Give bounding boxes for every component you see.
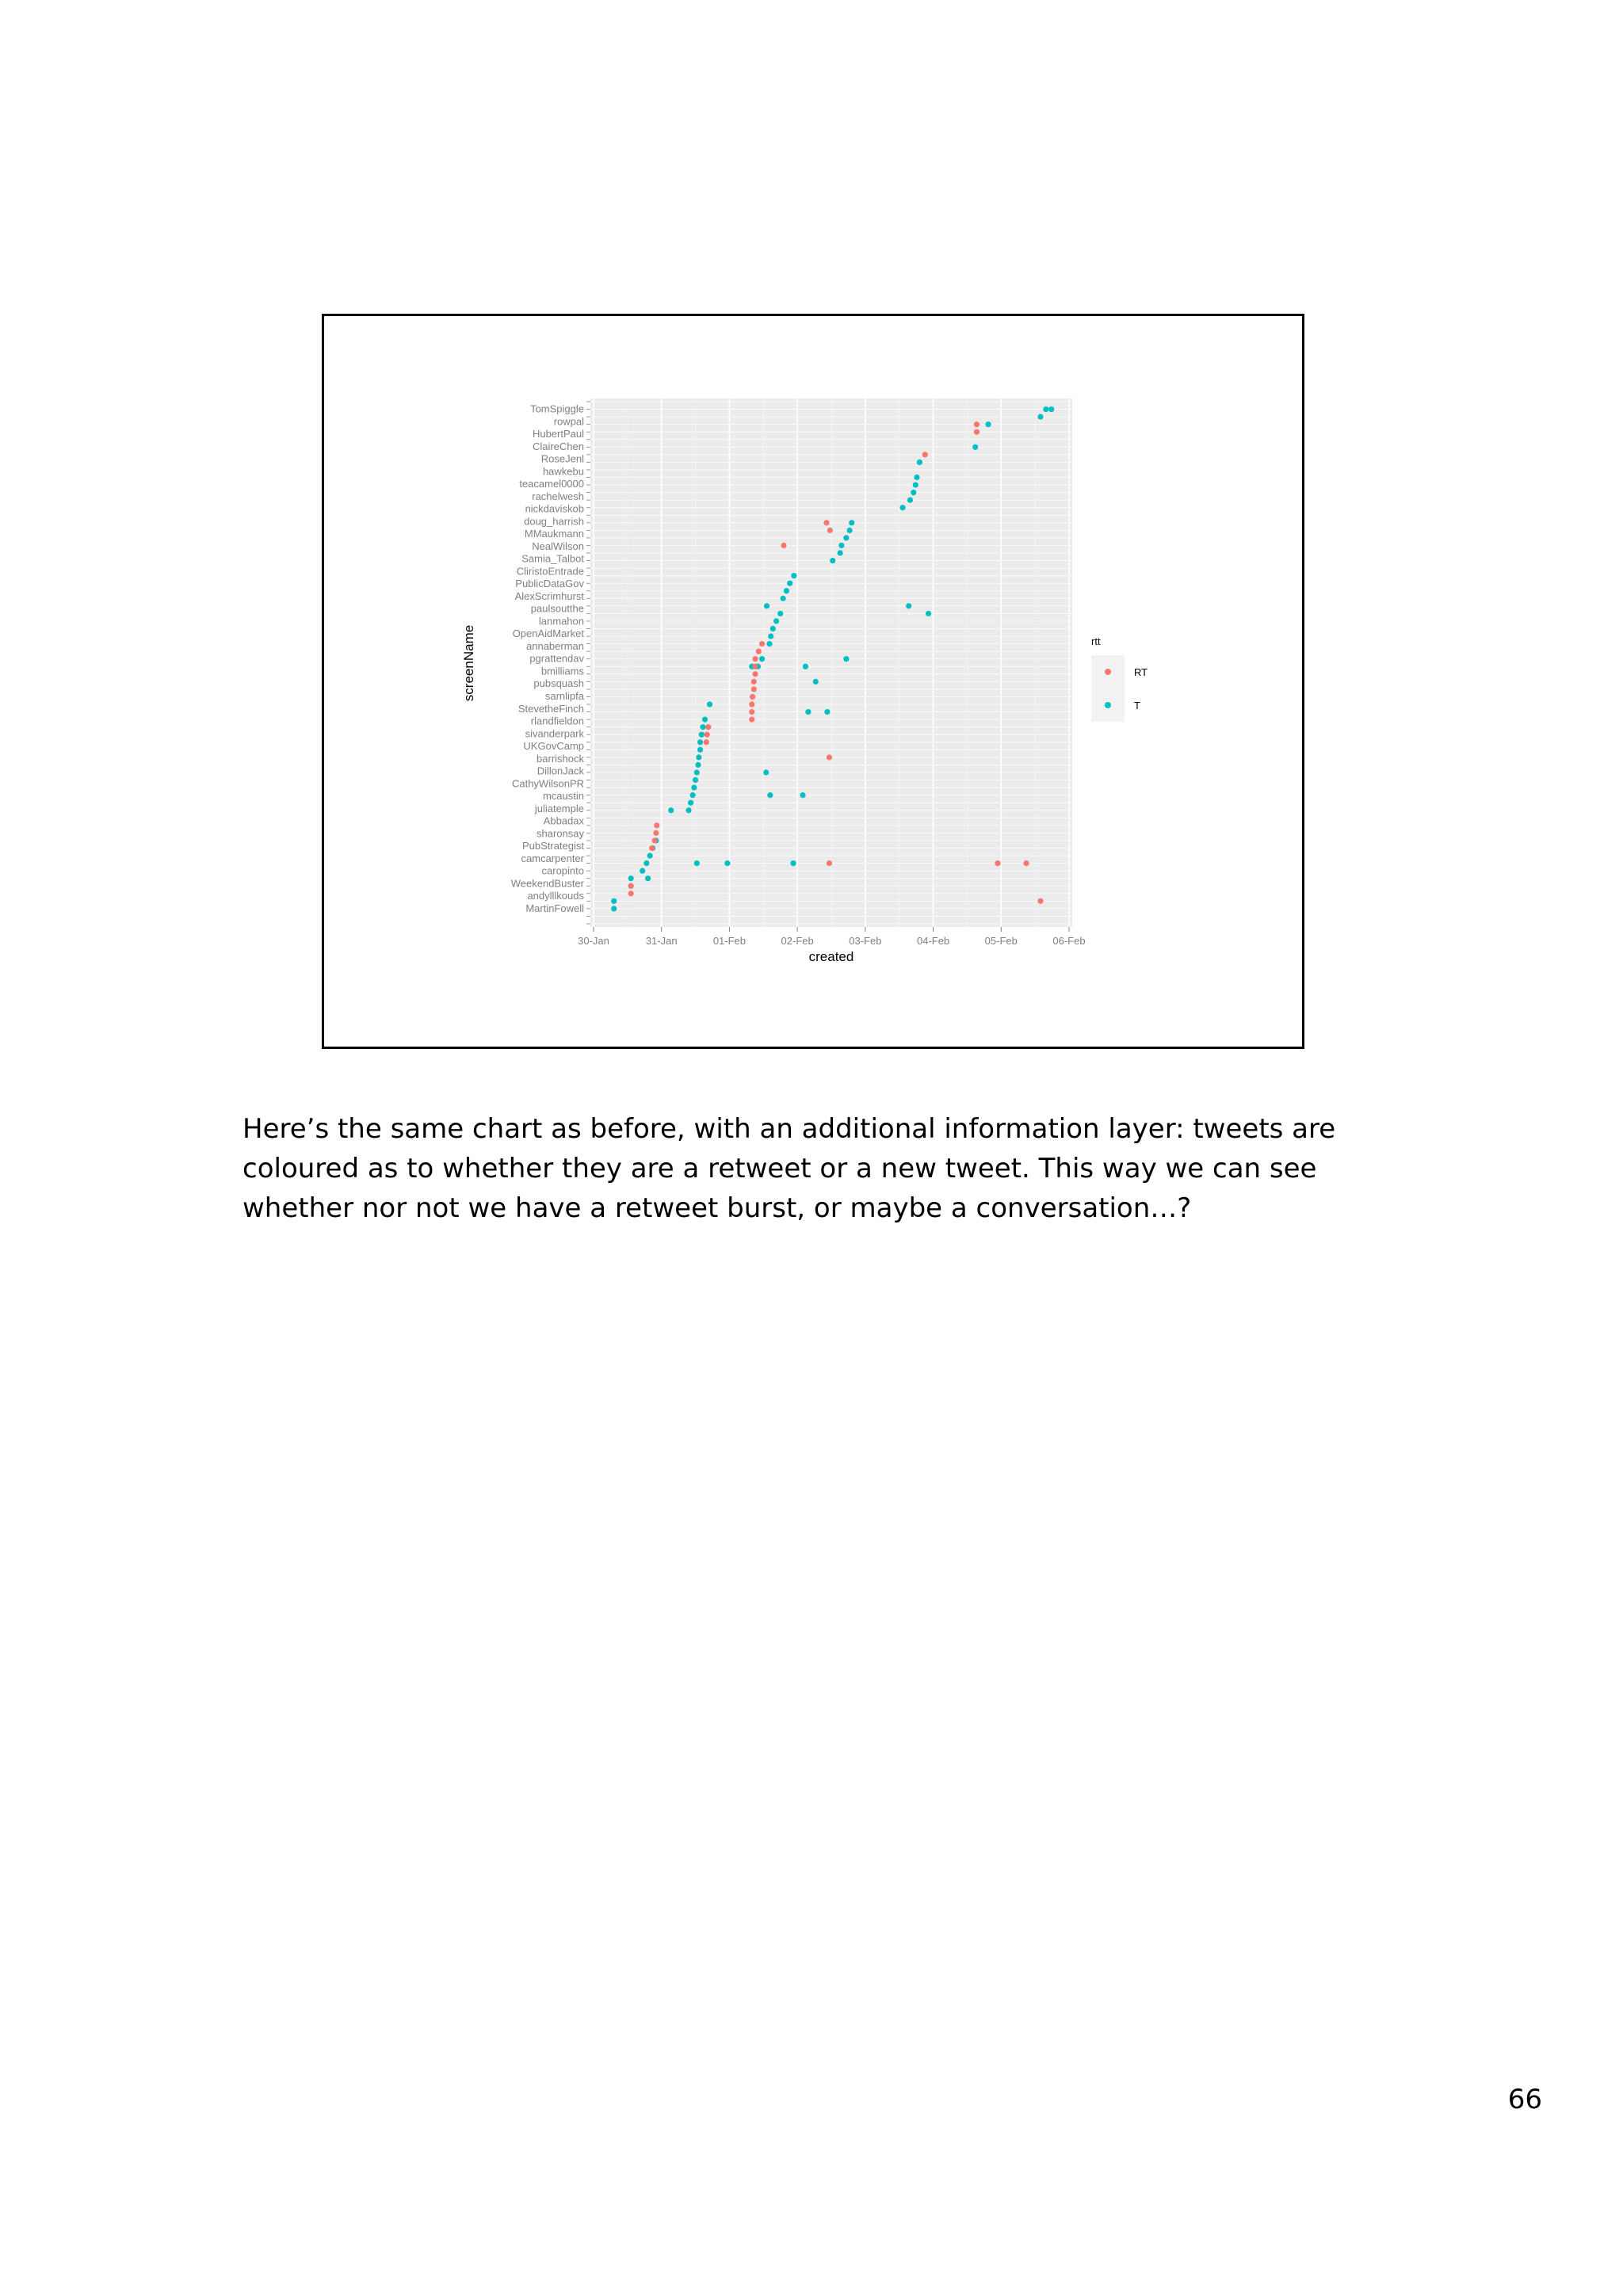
data-point-t — [1043, 406, 1048, 412]
data-point-t — [702, 717, 708, 723]
y-tick-label: DillonJack — [537, 765, 584, 777]
x-tick-label: 06-Feb — [1052, 935, 1086, 947]
data-point-t — [643, 860, 649, 866]
x-tick-label: 04-Feb — [916, 935, 950, 947]
y-tick-label: caropinto — [541, 864, 584, 877]
data-point-rt — [628, 883, 634, 889]
data-point-t — [911, 490, 916, 495]
data-point-t — [764, 603, 769, 608]
x-tick-label: 31-Jan — [645, 935, 678, 947]
y-tick-label: rowpal — [553, 415, 584, 428]
data-point-t — [699, 732, 705, 738]
data-point-t — [766, 641, 772, 646]
data-point-t — [693, 777, 698, 783]
data-point-t — [824, 709, 830, 715]
data-point-t — [985, 421, 991, 427]
data-point-t — [695, 762, 701, 768]
data-point-t — [907, 498, 913, 503]
page-number: 66 — [1507, 2084, 1542, 2115]
y-tick-label: barrishock — [537, 752, 584, 765]
data-point-t — [690, 792, 696, 798]
data-point-rt — [751, 686, 757, 692]
y-tick-label: andylllkouds — [527, 890, 584, 902]
y-tick-label: doug_harrish — [524, 515, 584, 528]
data-point-rt — [750, 694, 755, 700]
data-point-rt — [628, 891, 634, 896]
y-tick-label: camcarpenter — [521, 852, 584, 864]
chart-slide-frame — [322, 314, 1304, 1049]
x-axis-title: created — [808, 949, 854, 964]
data-point-t — [694, 860, 700, 866]
y-tick-label: annaberman — [526, 639, 584, 652]
data-point-t — [849, 520, 854, 525]
data-point-t — [830, 558, 835, 563]
data-point-rt — [922, 452, 928, 457]
data-point-t — [697, 747, 703, 753]
x-tick-label: 30-Jan — [578, 935, 609, 947]
data-point-t — [972, 444, 978, 450]
data-point-rt — [749, 709, 754, 715]
data-point-t — [813, 679, 819, 685]
data-point-t — [899, 505, 905, 510]
y-tick-label: Samia_Talbot — [521, 552, 584, 565]
data-point-t — [688, 800, 693, 806]
data-point-rt — [749, 717, 754, 723]
y-tick-label: ClaireChen — [532, 440, 584, 452]
data-point-t — [1037, 414, 1043, 420]
data-point-t — [847, 528, 853, 533]
data-point-t — [645, 875, 651, 881]
legend-label-rt: RT — [1134, 666, 1148, 678]
slide-caption: Here’s the same chart as before, with an additional information layer: tweets are coloured as to whether they are a retweet or a new tweet. This way we can see whether nor not we have a retweet burst, or maybe a conversation…? — [242, 1113, 1336, 1224]
data-point-rt — [974, 421, 980, 427]
data-point-t — [611, 898, 617, 904]
legend — [1091, 635, 1148, 722]
x-tick-label: 01-Feb — [712, 935, 747, 947]
y-tick-label: nickdaviskob — [525, 502, 584, 515]
data-point-rt — [751, 679, 757, 685]
y-axis-tick-labels — [511, 403, 585, 914]
data-point-t — [913, 482, 918, 487]
data-point-t — [759, 656, 765, 662]
data-point-t — [696, 754, 701, 760]
x-axis-ticks — [578, 927, 1085, 947]
data-point-t — [784, 588, 789, 593]
data-point-t — [790, 860, 796, 866]
data-point-t — [777, 611, 783, 616]
data-point-rt — [781, 543, 786, 548]
y-axis-title: screenName — [461, 624, 476, 702]
y-tick-label: RoseJenl — [540, 452, 584, 465]
data-point-t — [803, 664, 808, 669]
y-tick-label: WeekendBuster — [510, 877, 584, 890]
legend-key-t — [1105, 702, 1111, 708]
data-point-t — [843, 656, 849, 662]
legend-title: rtt — [1091, 635, 1101, 647]
data-point-rt — [974, 429, 980, 435]
y-tick-label: juliatemple — [534, 802, 584, 814]
y-tick-label: lanmahon — [538, 615, 584, 627]
y-tick-label: teacamel0000 — [519, 478, 584, 490]
data-point-t — [611, 906, 617, 911]
y-tick-label: rachelwesh — [532, 490, 584, 502]
y-axis-ticks — [586, 402, 590, 924]
data-point-t — [685, 807, 691, 813]
data-point-t — [917, 460, 922, 465]
data-point-rt — [704, 739, 709, 745]
y-tick-label: NealWilson — [532, 540, 584, 552]
data-point-rt — [749, 701, 754, 707]
data-point-rt — [823, 520, 829, 525]
y-tick-label: paulsoutthe — [530, 602, 584, 615]
y-tick-label: PublicDataGov — [515, 578, 584, 590]
data-point-rt — [705, 732, 710, 738]
data-point-t — [700, 724, 705, 730]
data-point-t — [791, 573, 796, 578]
data-point-t — [805, 709, 811, 715]
data-point-rt — [752, 664, 758, 669]
y-tick-label: pgrattendav — [529, 652, 584, 665]
data-point-rt — [752, 656, 758, 662]
y-tick-label: pubsquash — [533, 677, 584, 690]
data-point-rt — [827, 754, 832, 760]
data-point-t — [694, 769, 700, 775]
data-point-t — [838, 550, 843, 555]
data-point-t — [628, 875, 634, 881]
y-tick-label: TomSpiggle — [530, 402, 584, 415]
data-point-t — [773, 618, 779, 624]
data-point-t — [787, 581, 792, 586]
y-tick-label: AlexScrimhurst — [514, 589, 584, 602]
data-point-rt — [1037, 898, 1043, 904]
data-point-rt — [705, 724, 711, 730]
y-tick-label: bmilliams — [540, 665, 584, 677]
data-point-rt — [759, 641, 765, 646]
data-point-t — [843, 535, 849, 540]
y-tick-label: MMaukmann — [524, 528, 584, 540]
legend-label-t: T — [1134, 700, 1140, 711]
data-point-rt — [752, 671, 758, 677]
y-tick-label: mcaustin — [542, 790, 584, 803]
y-tick-label: MartinFowell — [525, 902, 584, 914]
data-point-t — [707, 701, 712, 707]
y-tick-label: rlandfieldon — [530, 715, 584, 727]
x-tick-label: 05-Feb — [984, 935, 1018, 947]
y-tick-label: PubStrategist — [521, 840, 584, 852]
data-point-rt — [652, 837, 658, 843]
y-tick-label: StevetheFinch — [517, 702, 584, 715]
data-point-t — [800, 792, 805, 798]
y-tick-label: Abbadax — [543, 814, 584, 827]
data-point-t — [724, 860, 730, 866]
data-point-t — [691, 784, 697, 790]
y-tick-label: OpenAidMarket — [512, 627, 584, 640]
data-point-t — [926, 611, 931, 616]
data-point-t — [767, 792, 773, 798]
data-point-t — [697, 739, 703, 745]
data-point-t — [781, 596, 786, 601]
legend-key-rt — [1105, 669, 1111, 675]
y-tick-label: UKGovCamp — [523, 740, 584, 753]
data-point-t — [647, 852, 653, 858]
data-point-t — [1048, 406, 1054, 412]
y-tick-label: sivanderpark — [525, 727, 584, 740]
data-point-t — [906, 603, 911, 608]
data-point-t — [914, 475, 919, 480]
data-point-rt — [649, 845, 655, 851]
x-tick-label: 02-Feb — [781, 935, 814, 947]
data-point-t — [768, 633, 773, 639]
data-point-rt — [995, 860, 1000, 866]
data-point-t — [838, 543, 844, 548]
y-tick-label: hawkebu — [542, 465, 584, 478]
x-tick-label: 03-Feb — [849, 935, 882, 947]
data-point-rt — [827, 528, 833, 533]
data-point-rt — [827, 860, 832, 866]
data-point-rt — [654, 822, 659, 828]
data-point-rt — [1023, 860, 1029, 866]
data-point-t — [763, 769, 769, 775]
y-tick-label: HubertPaul — [532, 428, 584, 441]
y-tick-label: CliristoEntrade — [516, 565, 584, 578]
y-tick-label: CathyWilsonPR — [511, 777, 584, 790]
data-point-t — [640, 868, 645, 874]
data-point-rt — [653, 830, 659, 836]
data-point-t — [770, 626, 776, 631]
y-tick-label: sarnlipfa — [544, 690, 584, 703]
data-point-t — [668, 807, 674, 813]
y-tick-label: sharonsay — [537, 827, 584, 840]
scatter-chart — [324, 316, 1302, 1047]
data-point-rt — [756, 649, 762, 654]
